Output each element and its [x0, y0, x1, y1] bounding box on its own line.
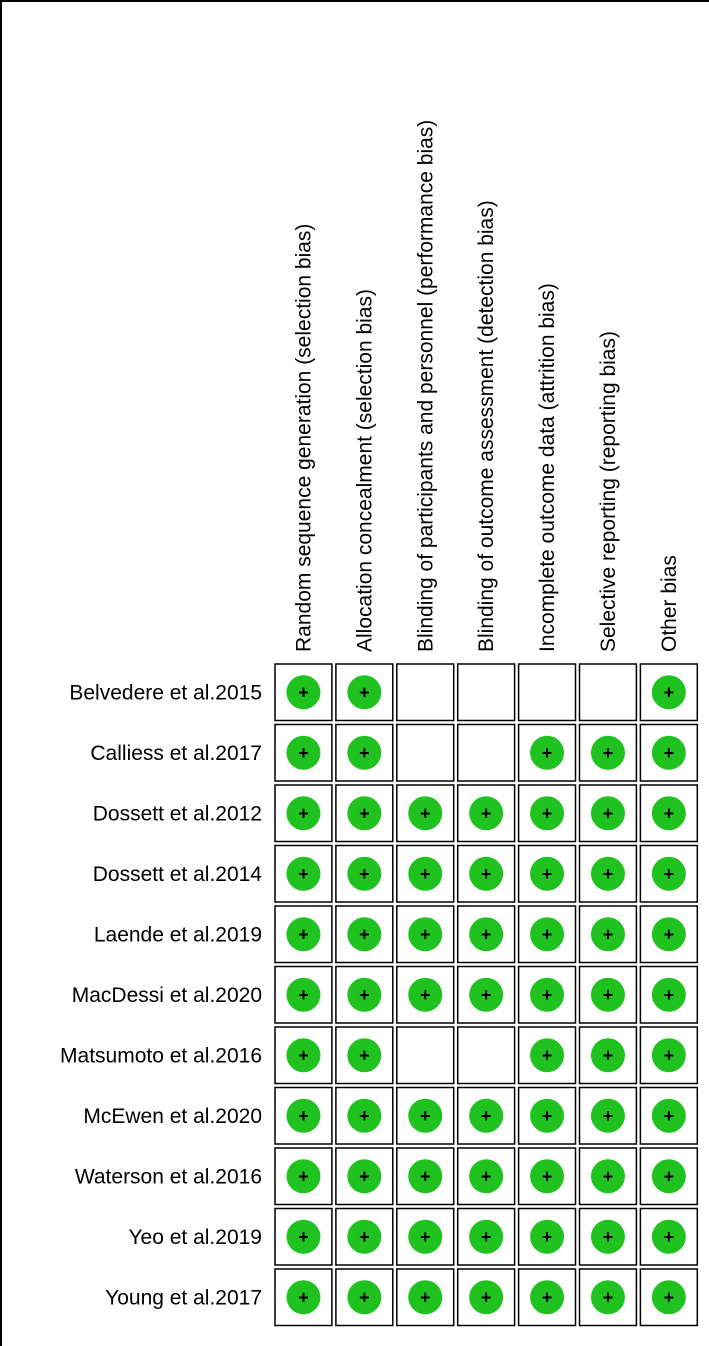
low-risk-symbol: + — [663, 682, 675, 703]
low-risk-symbol: + — [298, 924, 309, 945]
low-risk-symbol: + — [359, 924, 370, 945]
low-risk-symbol: + — [419, 803, 431, 824]
low-risk-symbol: + — [602, 803, 614, 824]
low-risk-symbol: + — [663, 1105, 675, 1126]
low-risk-symbol: + — [298, 1226, 309, 1247]
domain-label: Allocation concealment (selection bias) — [353, 288, 377, 652]
low-risk-symbol: + — [663, 1045, 675, 1066]
low-risk-symbol: + — [298, 984, 309, 1005]
low-risk-symbol: + — [359, 863, 370, 884]
low-risk-symbol: + — [359, 1287, 370, 1308]
study-label: Belvedere et al.2015 — [69, 681, 262, 705]
low-risk-symbol: + — [663, 863, 675, 884]
domain-label: Incomplete outcome data (attrition bias) — [536, 283, 560, 652]
low-risk-symbol: + — [663, 1287, 675, 1308]
low-risk-symbol: + — [663, 1166, 675, 1187]
low-risk-symbol: + — [359, 742, 370, 763]
low-risk-symbol: + — [541, 1105, 553, 1126]
low-risk-symbol: + — [419, 1287, 431, 1308]
low-risk-symbol: + — [602, 863, 614, 884]
low-risk-symbol: + — [541, 1045, 553, 1066]
low-risk-symbol: + — [480, 984, 492, 1005]
low-risk-symbol: + — [359, 803, 370, 824]
low-risk-symbol: + — [541, 1287, 553, 1308]
low-risk-symbol: + — [298, 1105, 309, 1126]
low-risk-symbol: + — [480, 924, 492, 945]
low-risk-symbol: + — [541, 924, 553, 945]
low-risk-symbol: + — [298, 803, 309, 824]
domain-label: Random sequence generation (selection bias) — [292, 223, 316, 652]
low-risk-symbol: + — [602, 924, 614, 945]
domain-label: Blinding of outcome assessment (detection bias) — [475, 200, 499, 652]
low-risk-symbol: + — [480, 1226, 492, 1247]
low-risk-symbol: + — [298, 682, 309, 703]
study-label: Yeo et al.2019 — [128, 1225, 262, 1249]
low-risk-symbol: + — [541, 803, 553, 824]
low-risk-symbol: + — [602, 1105, 614, 1126]
low-risk-symbol: + — [359, 682, 370, 703]
low-risk-symbol: + — [359, 984, 370, 1005]
low-risk-symbol: + — [480, 803, 492, 824]
judgement-cell — [458, 725, 515, 782]
low-risk-symbol: + — [419, 1105, 431, 1126]
study-label: Laende et al.2019 — [93, 923, 262, 947]
low-risk-symbol: + — [359, 1105, 370, 1126]
low-risk-symbol: + — [480, 863, 492, 884]
low-risk-symbol: + — [359, 1226, 370, 1247]
low-risk-symbol: + — [663, 924, 675, 945]
low-risk-symbol: + — [298, 1287, 309, 1308]
judgement-cell — [397, 725, 454, 782]
low-risk-symbol: + — [602, 1287, 614, 1308]
study-label: MacDessi et al.2020 — [71, 983, 262, 1007]
study-label: Dossett et al.2012 — [92, 802, 262, 826]
low-risk-symbol: + — [602, 1226, 614, 1247]
low-risk-symbol: + — [602, 742, 614, 763]
low-risk-symbol: + — [419, 1166, 431, 1187]
low-risk-symbol: + — [359, 1166, 370, 1187]
low-risk-symbol: + — [663, 1226, 675, 1247]
judgement-cell — [519, 664, 576, 721]
low-risk-symbol: + — [480, 1287, 492, 1308]
judgement-cell — [580, 664, 637, 721]
low-risk-symbol: + — [480, 1105, 492, 1126]
low-risk-symbol: + — [602, 1045, 614, 1066]
domain-label: Other bias — [657, 555, 681, 652]
low-risk-symbol: + — [419, 863, 431, 884]
study-label: Waterson et al.2016 — [74, 1165, 262, 1189]
low-risk-symbol: + — [541, 1226, 553, 1247]
study-label: Young et al.2017 — [105, 1286, 262, 1310]
study-label: McEwen et al.2020 — [83, 1104, 262, 1128]
low-risk-symbol: + — [541, 742, 553, 763]
low-risk-symbol: + — [298, 1045, 309, 1066]
low-risk-symbol: + — [419, 1226, 431, 1247]
low-risk-symbol: + — [480, 1166, 492, 1187]
low-risk-symbol: + — [541, 863, 553, 884]
low-risk-symbol: + — [419, 984, 431, 1005]
low-risk-symbol: + — [359, 1045, 370, 1066]
judgement-cell — [397, 1027, 454, 1084]
low-risk-symbol: + — [298, 742, 309, 763]
judgement-cell — [458, 664, 515, 721]
low-risk-symbol: + — [663, 984, 675, 1005]
low-risk-symbol: + — [298, 863, 309, 884]
low-risk-symbol: + — [602, 984, 614, 1005]
study-label: Matsumoto et al.2016 — [60, 1044, 262, 1068]
low-risk-symbol: + — [602, 1166, 614, 1187]
domain-label: Blinding of participants and personnel (performance bias) — [414, 119, 438, 652]
low-risk-symbol: + — [419, 924, 431, 945]
low-risk-symbol: + — [663, 803, 675, 824]
study-label: Dossett et al.2014 — [92, 862, 262, 886]
judgement-cell — [397, 664, 454, 721]
judgement-cell — [458, 1027, 515, 1084]
low-risk-symbol: + — [541, 984, 553, 1005]
domain-label: Selective reporting (reporting bias) — [596, 331, 620, 652]
low-risk-symbol: + — [298, 1166, 309, 1187]
study-label: Calliess et al.2017 — [90, 741, 262, 765]
low-risk-symbol: + — [663, 742, 675, 763]
low-risk-symbol: + — [541, 1166, 553, 1187]
